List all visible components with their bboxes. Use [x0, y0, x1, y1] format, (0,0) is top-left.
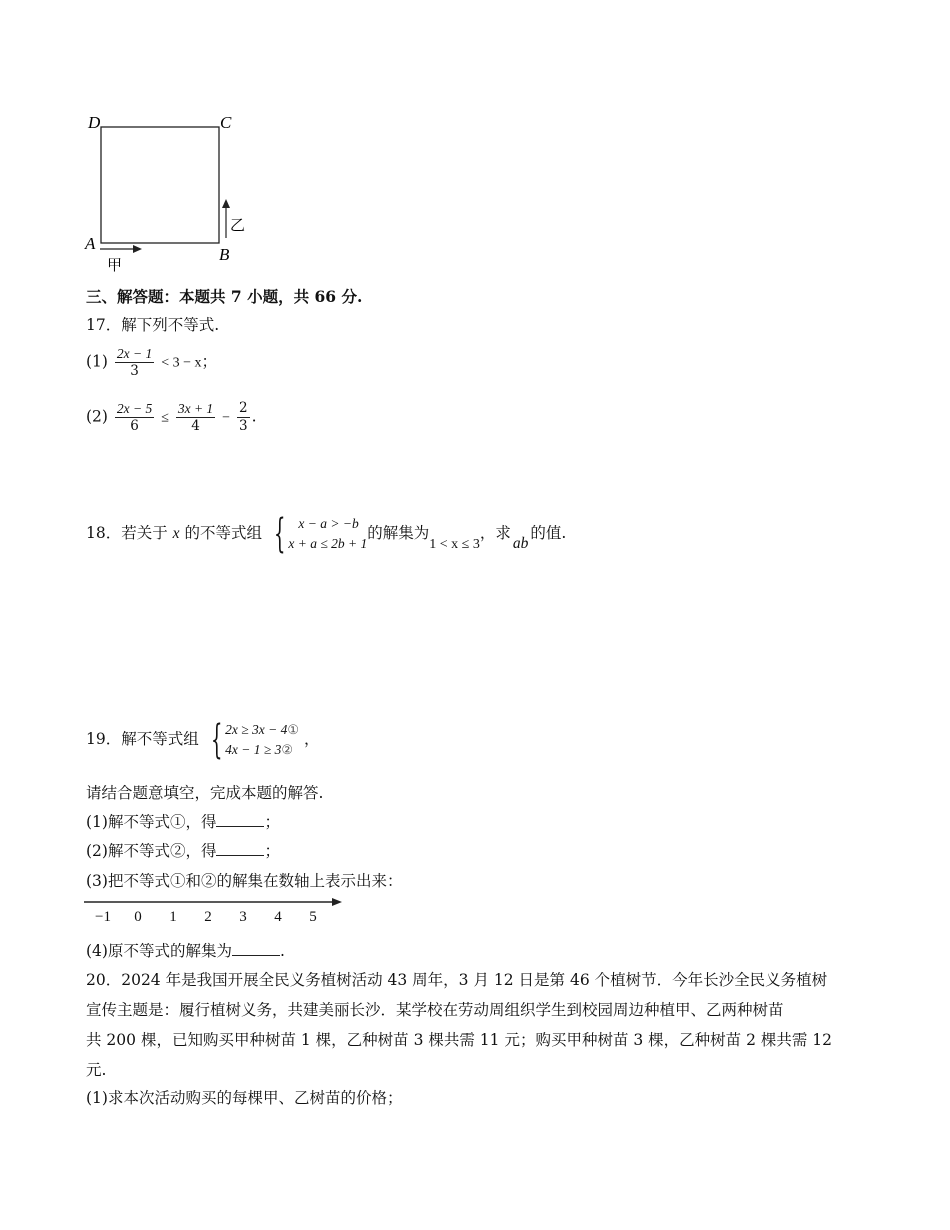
q18-tail: 的值.: [530, 524, 567, 542]
number-line-tick-label: 2: [204, 909, 212, 925]
q17-p2-den3: 3: [238, 418, 248, 434]
q19-s4-blank[interactable]: [232, 941, 280, 956]
q20-part1: (1)求本次活动购买的每棵甲、乙树苗的价格；: [86, 1089, 403, 1107]
q17-p2-num2: 3x + 1: [177, 401, 214, 416]
q19-row1-mark: ①: [287, 722, 300, 737]
q17-p2-num3: 2: [238, 400, 248, 416]
q18-ask: ，求: [479, 524, 511, 542]
q20-line1: 20．2024 年是我国开展全民义务植树活动 43 周年，3 月 12 日是第 46 个植树节．今年长沙全民义务植树: [86, 971, 828, 989]
q17-p1-num: 2x − 1: [116, 346, 153, 361]
q17-p2-minus: −: [222, 410, 231, 426]
q18-set: 1 < x ≤ 3: [429, 537, 480, 552]
label-b: B: [219, 245, 230, 264]
q20-line4: 元.: [86, 1061, 107, 1079]
q17-part1: [86, 345, 217, 380]
q17-part2: [86, 400, 257, 435]
q19-s4-post: .: [279, 942, 285, 960]
q20-line3: 共 200 棵，已知购买甲种树苗 1 棵，乙种树苗 3 棵共需 11 元；购买甲种树苗 3 棵，乙种树苗 2 棵共需 12: [86, 1031, 833, 1049]
q17-stem: 17．解下列不等式.: [86, 316, 220, 334]
q17-p2-frac2: [176, 400, 215, 435]
q17-p1-end: ；: [201, 352, 218, 371]
q17-p1-label: (1): [86, 352, 108, 371]
q19-step3: (3)把不等式①和②的解集在数轴上表示出来：: [86, 872, 403, 890]
q18-mid: 的不等式组: [179, 524, 262, 542]
q19-stem-text: 19．解不等式组: [86, 730, 199, 748]
number-line-tick-label: 4: [274, 909, 282, 925]
q19-step2: [86, 840, 280, 862]
label-d: D: [88, 113, 101, 132]
q19-s2-post: ；: [264, 842, 280, 860]
section-heading: 三、解答题：本题共 7 小题，共 66 分.: [86, 287, 363, 306]
label-yi: 乙: [230, 216, 246, 234]
q17-p2-end: .: [251, 407, 257, 426]
q19-row2: 4x − 1 ≥ 3: [225, 742, 282, 757]
q19-row1: 2x ≥ 3x − 4: [225, 722, 288, 737]
square-abcd: [101, 127, 219, 243]
arrow-jia-head: [133, 245, 142, 253]
label-a: A: [85, 234, 96, 253]
q18-post: 的解集为: [367, 524, 430, 542]
q17-p2-num1: 2x − 5: [116, 401, 153, 416]
q20-line2: 宣传主题是：履行植树义务，共建美丽长沙．某学校在劳动周组织学生到校园周边种植甲、乙两种树苗: [86, 1001, 784, 1019]
q17-p1-den: 3: [130, 363, 139, 379]
q19-row2-wrap: [225, 740, 299, 760]
q19-row2-mark: ②: [281, 742, 294, 757]
number-line-tick-label: 3: [239, 909, 247, 925]
number-line-tick-label: −1: [95, 909, 111, 925]
number-line-arrow: [332, 898, 342, 906]
q18-row2: x + a ≤ 2b + 1: [288, 536, 368, 551]
q19-row1-wrap: [225, 720, 299, 740]
q17-p2-den2: 4: [191, 418, 200, 434]
q19-step1: [86, 811, 280, 833]
q18: [86, 511, 567, 557]
q19-brace: {: [210, 717, 223, 763]
q18-ab: ab: [512, 535, 529, 552]
q18-system: [267, 511, 368, 557]
q17-p1-rhs: < 3 − x: [161, 355, 202, 371]
number-line-tick-label: 1: [169, 909, 177, 925]
q19-system: [204, 717, 300, 763]
q17-p2-op: ≤: [161, 410, 169, 426]
q19-s2-blank[interactable]: [216, 841, 264, 856]
q19-instruction: 请结合题意填空，完成本题的解答.: [86, 784, 324, 802]
q19-comma: ，: [303, 730, 320, 748]
q19-s1-pre: (1)解不等式①，得: [86, 813, 217, 831]
q17-p2-frac3: [237, 400, 250, 435]
q17-p2-label: (2): [86, 407, 108, 426]
number-line: [84, 893, 354, 927]
q19-s1-blank[interactable]: [216, 812, 264, 827]
q19-step4: [86, 940, 285, 962]
q19-s2-pre: (2)解不等式②，得: [86, 842, 217, 860]
number-line-tick-label: 5: [309, 909, 317, 925]
number-line-tick-label: 0: [134, 909, 142, 925]
q18-pre: 18．若关于: [86, 524, 173, 542]
square-figure: [80, 108, 260, 278]
label-c: C: [220, 113, 232, 132]
q18-brace: {: [273, 511, 286, 557]
q19-stem: [86, 717, 320, 763]
label-jia: 甲: [107, 256, 123, 274]
q19-s4-pre: (4)原不等式的解集为: [86, 942, 232, 960]
arrow-yi-head: [222, 199, 230, 208]
q19-s1-post: ；: [264, 813, 280, 831]
q18-var: x: [172, 525, 180, 542]
q17-p2-den1: 6: [130, 418, 139, 434]
q17-p1-frac: [115, 345, 154, 380]
q17-p2-frac1: [115, 400, 154, 435]
q18-row1: x − a > −b: [298, 516, 359, 531]
